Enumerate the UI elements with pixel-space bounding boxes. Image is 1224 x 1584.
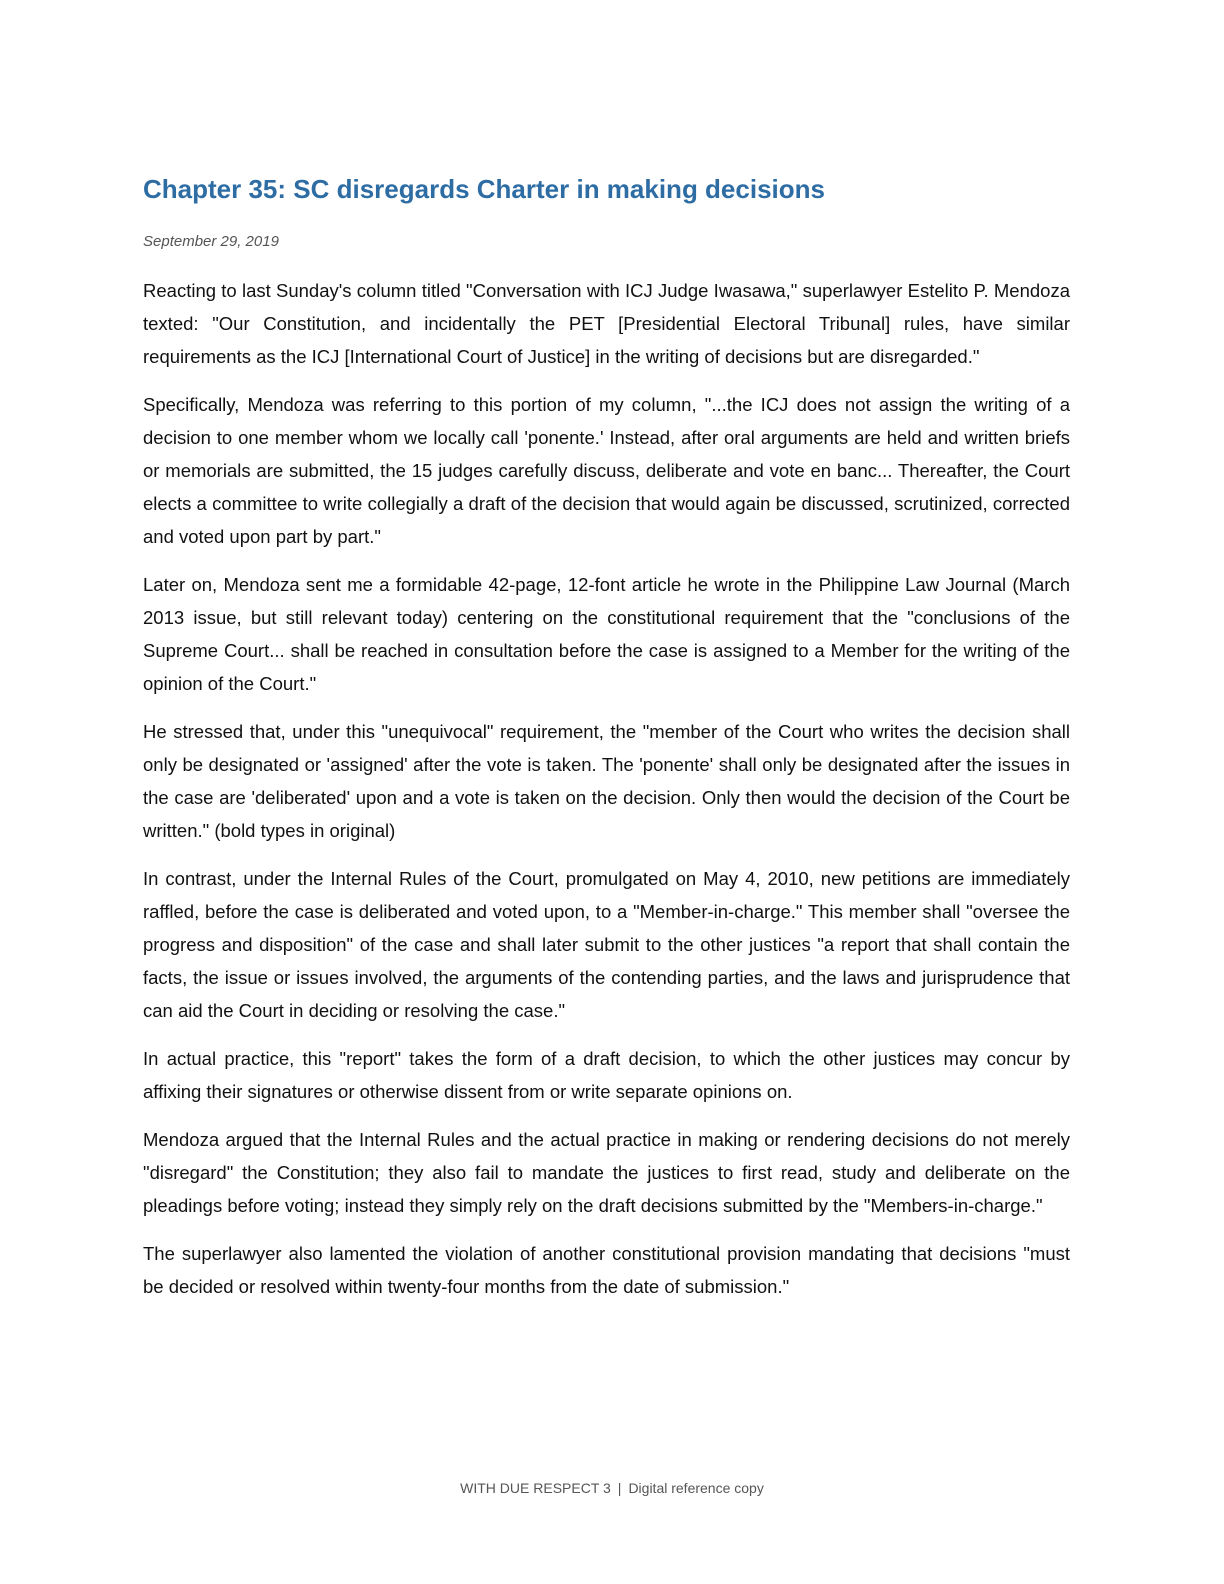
paragraph-8: The superlawyer also lamented the violation of another constitutional provision mandating that decisions "must be decided or resolved within twenty-four months from the date of submission." [143, 1243, 1070, 1297]
paragraph-3: Later on, Mendoza sent me a formidable 42-page, 12-font article he wrote in the Philippine Law Journal (March 2013 issue, but still relevant today) centering on the constitutional requirement that the "conclusions of the Supreme Court... shall be reached in consultation before the case is assigned to a Member for the writing of the opinion of the Court." [143, 574, 1070, 694]
paragraph-4: He stressed that, under this "unequivocal" requirement, the "member of the Court who writes the decision shall only be designated or 'assigned' after the vote is taken. The 'ponente' shall only be designated after the issues in the case are 'deliberated' upon and a vote is taken on the decision. Only then would the decision of the Court be written." (bold types in original) [143, 721, 1070, 841]
paragraph-6: In actual practice, this "report" takes the form of a draft decision, to which the other justices may concur by affixing their signatures or otherwise dissent from or write separate opinions on. [143, 1048, 1070, 1102]
document-page [143, 168, 1070, 1318]
footer-note: Digital reference copy [628, 1480, 764, 1496]
footer-book-title: WITH DUE RESPECT 3 [460, 1480, 611, 1496]
chapter-title: Chapter 35: SC disregards Charter in making decisions [143, 174, 825, 204]
paragraph-2: Specifically, Mendoza was referring to this portion of my column, "...the ICJ does not assign the writing of a decision to one member whom we locally call 'ponente.' Instead, after oral arguments are held and written briefs or memorials are submitted, the 15 judges carefully discuss, deliberate and vote en banc... Thereafter, the Court elects a committee to write collegially a draft of the decision that would again be discussed, scrutinized, corrected and voted upon part by part." [143, 394, 1070, 547]
footer-separator: | [617, 1480, 622, 1496]
paragraph-5: In contrast, under the Internal Rules of the Court, promulgated on May 4, 2010, new petitions are immediately raffled, before the case is deliberated and voted upon, to a "Member-in-charge." This member shall "oversee the progress and disposition" of the case and shall later submit to the other justices "a report that shall contain the facts, the issue or issues involved, the arguments of the contending parties, and the laws and jurisprudence that can aid the Court in deciding or resolving the case." [143, 868, 1070, 1021]
paragraph-1: Reacting to last Sunday's column titled "Conversation with ICJ Judge Iwasawa," superlawyer Estelito P. Mendoza texted: "Our Constitution, and incidentally the PET [Presidential Electoral Tribunal] rules, have similar requirements as the ICJ [International Court of Justice] in the writing of decisions but are disregarded." [143, 280, 1070, 367]
publication-date: September 29, 2019 [143, 233, 279, 250]
article-body [143, 274, 1070, 1303]
page-footer [0, 1478, 1224, 1498]
paragraph-7: Mendoza argued that the Internal Rules and the actual practice in making or rendering decisions do not merely "disregard" the Constitution; they also fail to mandate the justices to first read, study and deliberate on the pleadings before voting; instead they simply rely on the draft decisions submitted by the "Members-in-charge." [143, 1129, 1070, 1216]
